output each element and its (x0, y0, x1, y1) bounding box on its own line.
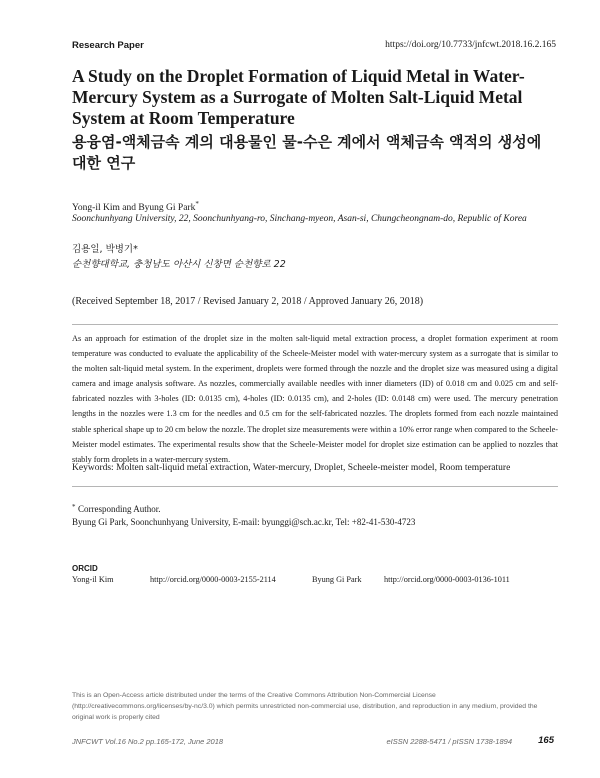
abstract-top-rule (72, 324, 558, 325)
article-category: Research Paper (72, 40, 144, 51)
author-list (72, 200, 199, 213)
korean-title: 용융염-액체금속 계의 대용물인 물-수은 계에서 액체금속 액적의 생성에 대한 연구 (72, 133, 542, 172)
abstract-text: As an approach for estimation of the droplet size in the molten salt-liquid metal extraction process, a droplet formation experiment at room temperature was conducted to evaluate the applicability of the Scheele-Meister model with water-mercury system as a surrogate that is similar to the molten salt-liquid metal system. In the experiment, droplets were formed through the nozzle and the droplet size was measured using a digital camera and image analysis software. As nozzles, commercially available needles with inner diameters (ID) of 0.018 cm and 0.025 cm and self-fabricated nozzles with 3-holes (ID: 0.0135 cm), 4-holes (ID: 0.0135 cm), and 2-holes (ID: 0.0148 cm) were used. The mercury penetration lengths in the nozzles were 1.3 cm for the needles and 0.5 cm for the self-fabricated nozzles. The droplets formed from each nozzle maintained stable spherical shape up to 20 cm below the nozzle. The droplet size measurements were within a 10% error range when compared to the Scheele-Meister model estimates. The experimental results show that the Scheele-Meister model for droplet size estimation can be applied to nozzles that stably form droplets in a water-mercury system. (72, 334, 558, 464)
korean-author-list: 김용일, 박병기* (72, 244, 138, 255)
orcid-name-2: Byung Gi Park (312, 575, 362, 584)
orcid-name-1: Yong-il Kim (72, 575, 114, 584)
korean-affiliation: 순천향대학교, 충청남도 아산시 신창면 순천향로 22 (72, 259, 286, 270)
page-number: 165 (538, 735, 554, 746)
author-names: Yong-il Kim and Byung Gi Park (72, 203, 196, 214)
license-notice: This is an Open-Access article distributed under the terms of the Creative Commons Attribution Non-Commercial License (http://creativecommons.org/licenses/by-nc/3.0) which permits unrestricted non-commercial use, distribution, and reproduction in any medium, provided the original work is properly cited (72, 692, 538, 721)
author-mark: * (195, 200, 199, 208)
corresponding-info: Byung Gi Park, Soonchunhyang University, E-mail: byunggi@sch.ac.kr, Tel: +82-41-530-4723 (72, 517, 416, 527)
doi-link[interactable]: https://doi.org/10.7733/jnfcwt.2018.16.2.165 (385, 40, 556, 50)
corresponding-label: Corresponding Author. (78, 504, 161, 514)
orcid-label: ORCID (72, 564, 98, 573)
issn: eISSN 2288-5471 / pISSN 1738-1894 (386, 737, 512, 746)
orcid-link-2[interactable]: http://orcid.org/0000-0003-0136-1011 (384, 575, 510, 584)
corresponding-mark: * (72, 503, 76, 511)
keywords: Keywords: Molten salt-liquid metal extraction, Water-mercury, Droplet, Scheele-meister model, Room temperature (72, 463, 511, 473)
received-dates: (Received September 18, 2017 / Revised January 2, 2018 / Approved January 26, 2018) (72, 296, 424, 307)
affiliation: Soonchunhyang University, 22, Soonchunhyang-ro, Sinchang-myeon, Asan-si, Chungcheongnam-do, Republic of Korea (72, 214, 527, 224)
paper-title: A Study on the Droplet Formation of Liquid Metal in Water-Mercury System as a Surrogate of Molten Salt-Liquid Metal System at Room Temperature (72, 66, 525, 128)
abstract-bottom-rule (72, 486, 558, 487)
journal-citation: JNFCWT Vol.16 No.2 pp.165-172, June 2018 (72, 737, 224, 746)
orcid-link-1[interactable]: http://orcid.org/0000-0003-2155-2114 (150, 575, 276, 584)
